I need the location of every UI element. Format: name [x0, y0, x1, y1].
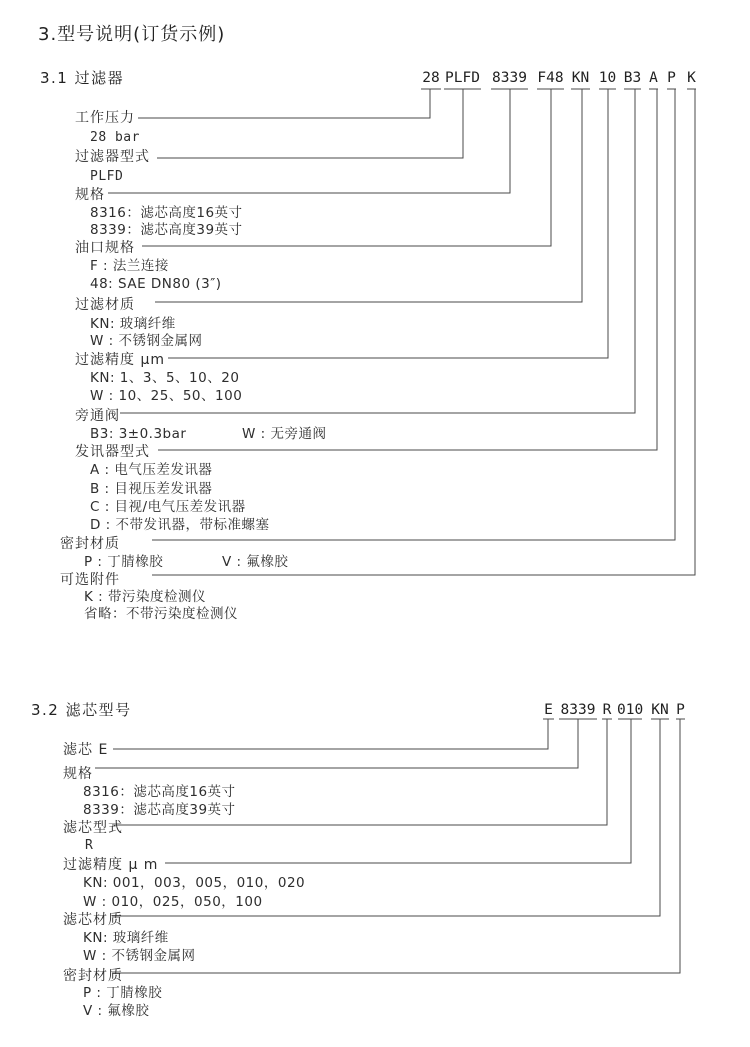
field-option: A : 电气压差发讯器 [90, 462, 213, 478]
field-option: V : 氟橡胶 [222, 554, 289, 570]
field-option: P : 丁腈橡胶 [83, 985, 163, 1001]
s1-code-port: F48 [537, 70, 564, 86]
page-title: 3.型号说明(订货示例) [38, 24, 226, 45]
s1-connector-size [108, 89, 510, 193]
s2-code-seal: P [676, 702, 685, 718]
field-label: 规格 [63, 766, 93, 782]
field-option: V : 氟橡胶 [83, 1003, 150, 1019]
field-label: 过滤精度 μm [75, 352, 165, 368]
s2-code-element: E [544, 702, 553, 718]
s1-code-indicator: A [649, 70, 658, 86]
field-option: B3: 3±0.3bar [90, 426, 187, 442]
s1-code-seal: P [667, 70, 676, 86]
field-option: KN: 001，003，005，010，020 [83, 875, 306, 891]
field-option: W : 10、25、50、100 [90, 388, 243, 404]
field-option: R [85, 838, 94, 853]
s1-connector-working-pressure [138, 89, 430, 118]
field-option: 28 bar [90, 130, 140, 145]
s2-connector-size [95, 719, 578, 768]
field-option: 8339：滤芯高度39英寸 [90, 222, 243, 238]
s1-code-pressure: 28 [422, 70, 440, 86]
s1-connector-seal [152, 89, 675, 540]
s1-code-media: KN [571, 70, 590, 86]
section-3-2-heading: 3.2 滤芯型号 [31, 701, 132, 719]
s2-code-type: R [602, 702, 612, 718]
field-label: 过滤器型式 [75, 149, 150, 165]
field-option: 省略：不带污染度检测仪 [84, 606, 238, 622]
field-option: F : 法兰连接 [90, 258, 169, 274]
field-option: W : 不锈钢金属网 [90, 333, 203, 349]
s1-connector-bypass [120, 89, 635, 413]
field-option: KN: 1、3、5、10、20 [90, 370, 240, 386]
field-label: 滤芯 E [63, 742, 109, 758]
field-label: 过滤材质 [75, 297, 135, 313]
field-option: W : 010，025，050，100 [83, 894, 263, 910]
field-option: 8339：滤芯高度39英寸 [83, 802, 236, 818]
field-label: 油口规格 [75, 240, 135, 256]
s1-code-size: 8339 [492, 70, 527, 86]
s2-connector-seal [112, 719, 680, 973]
field-label: 过滤精度 μ m [63, 857, 159, 873]
field-label: 密封材质 [63, 968, 123, 984]
field-option: 8316：滤芯高度16英寸 [83, 784, 236, 800]
s1-code-micron: 10 [598, 70, 617, 86]
section-3-1-heading: 3.1 过滤器 [40, 69, 125, 87]
s1-connector-filter-type [157, 89, 463, 158]
s1-code-bypass: B3 [623, 70, 642, 86]
field-label: 可选附件 [60, 572, 120, 588]
field-label: 旁通阀 [75, 408, 120, 424]
field-option: KN: 玻璃纤维 [83, 930, 169, 946]
field-option: K : 带污染度检测仪 [84, 589, 206, 605]
field-option: KN: 玻璃纤维 [90, 316, 176, 332]
field-option: 8316：滤芯高度16英寸 [90, 205, 243, 221]
s1-connector-media [155, 89, 582, 302]
field-option: W : 无旁通阀 [242, 426, 327, 442]
s1-code-accessory: K [687, 70, 696, 86]
field-option: PLFD [90, 169, 124, 184]
field-option: W : 不锈钢金属网 [83, 948, 196, 964]
s2-code-media: KN [651, 702, 669, 718]
field-option: B : 目视压差发讯器 [90, 481, 213, 497]
field-label: 滤芯材质 [63, 912, 123, 928]
field-option: 48: SAE DN80 (3″) [90, 276, 222, 292]
field-option: C : 目视/电气压差发讯器 [90, 499, 246, 515]
s2-code-size: 8339 [560, 702, 596, 718]
field-label: 密封材质 [60, 536, 120, 552]
field-option: P : 丁腈橡胶 [84, 554, 164, 570]
s2-code-micron: 010 [617, 702, 644, 718]
field-label: 发讯器型式 [75, 444, 150, 460]
s1-code-type: PLFD [445, 70, 480, 86]
field-option: D : 不带发讯器，带标准螺塞 [90, 517, 270, 533]
field-label: 滤芯型式 [63, 820, 123, 836]
s2-connector-element [113, 719, 548, 749]
field-label: 规格 [75, 187, 105, 203]
field-label: 工作压力 [75, 110, 135, 126]
